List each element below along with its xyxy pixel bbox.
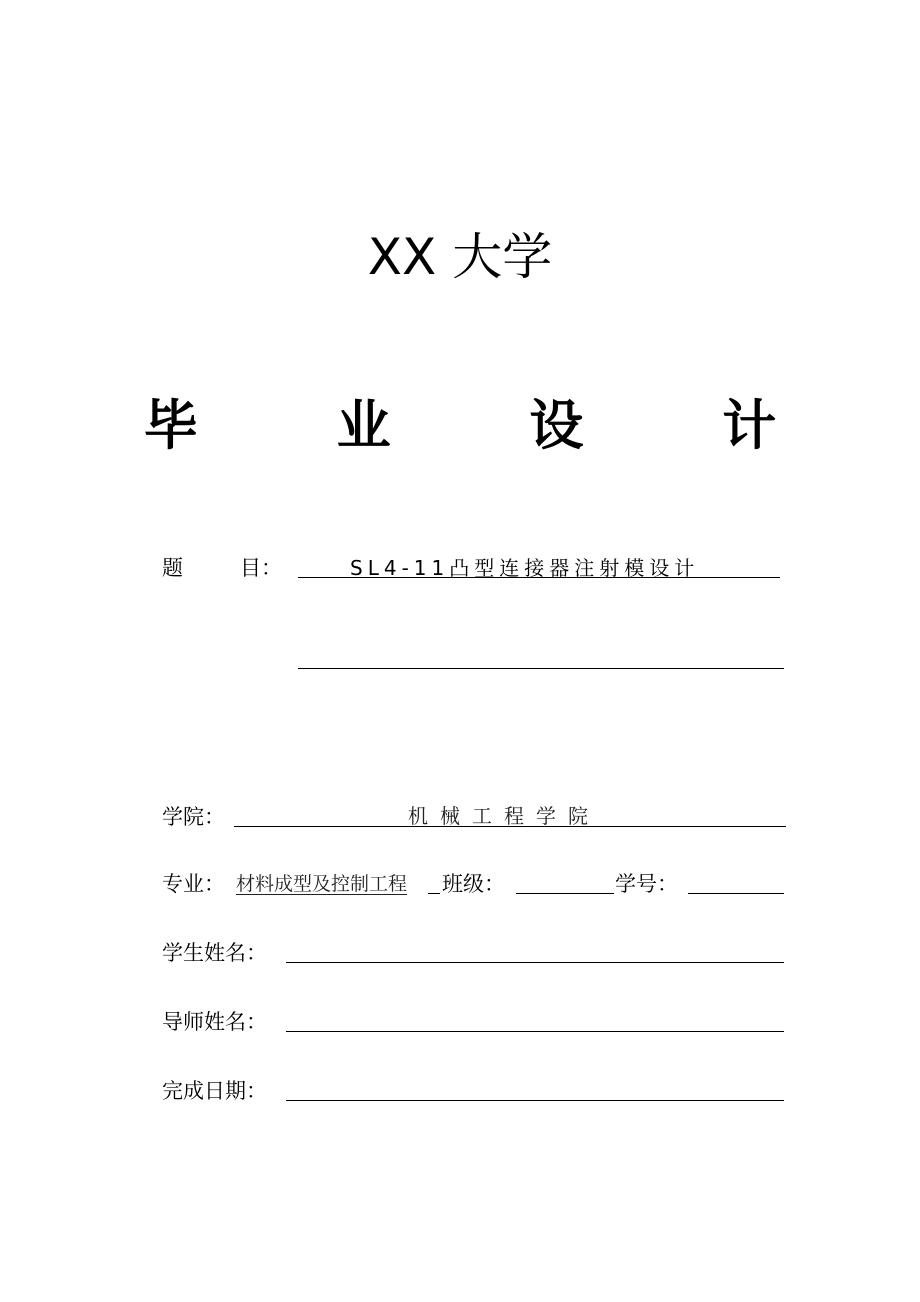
major-value-text: 材料成型及控制工程 bbox=[236, 873, 408, 895]
class-underline bbox=[516, 893, 614, 894]
college-value[interactable]: 机械工程学院 bbox=[408, 804, 600, 828]
major-value[interactable] bbox=[236, 871, 407, 897]
completion-date-label: 完成日期： bbox=[162, 1079, 267, 1103]
topic-value[interactable]: SL4-11凸型连接器注射模设计 bbox=[350, 556, 700, 580]
completion-date-underline bbox=[286, 1100, 784, 1101]
university-name: XX 大学 bbox=[367, 228, 553, 286]
advisor-name-underline bbox=[286, 1031, 784, 1032]
topic-underline-2 bbox=[298, 668, 784, 669]
student-id-label: 学号： bbox=[615, 872, 678, 896]
major-label: 专业： bbox=[162, 872, 225, 896]
advisor-name-label: 导师姓名： bbox=[162, 1010, 267, 1034]
student-name-label: 学生姓名： bbox=[162, 941, 267, 965]
topic-label: 题 目： bbox=[162, 556, 282, 580]
major-underline-tail bbox=[428, 893, 440, 894]
college-label: 学院： bbox=[162, 805, 225, 829]
document-title: 毕 业 设 计 bbox=[143, 394, 837, 457]
class-label: 班级： bbox=[442, 872, 505, 896]
student-name-underline bbox=[286, 962, 784, 963]
student-id-underline bbox=[688, 893, 784, 894]
